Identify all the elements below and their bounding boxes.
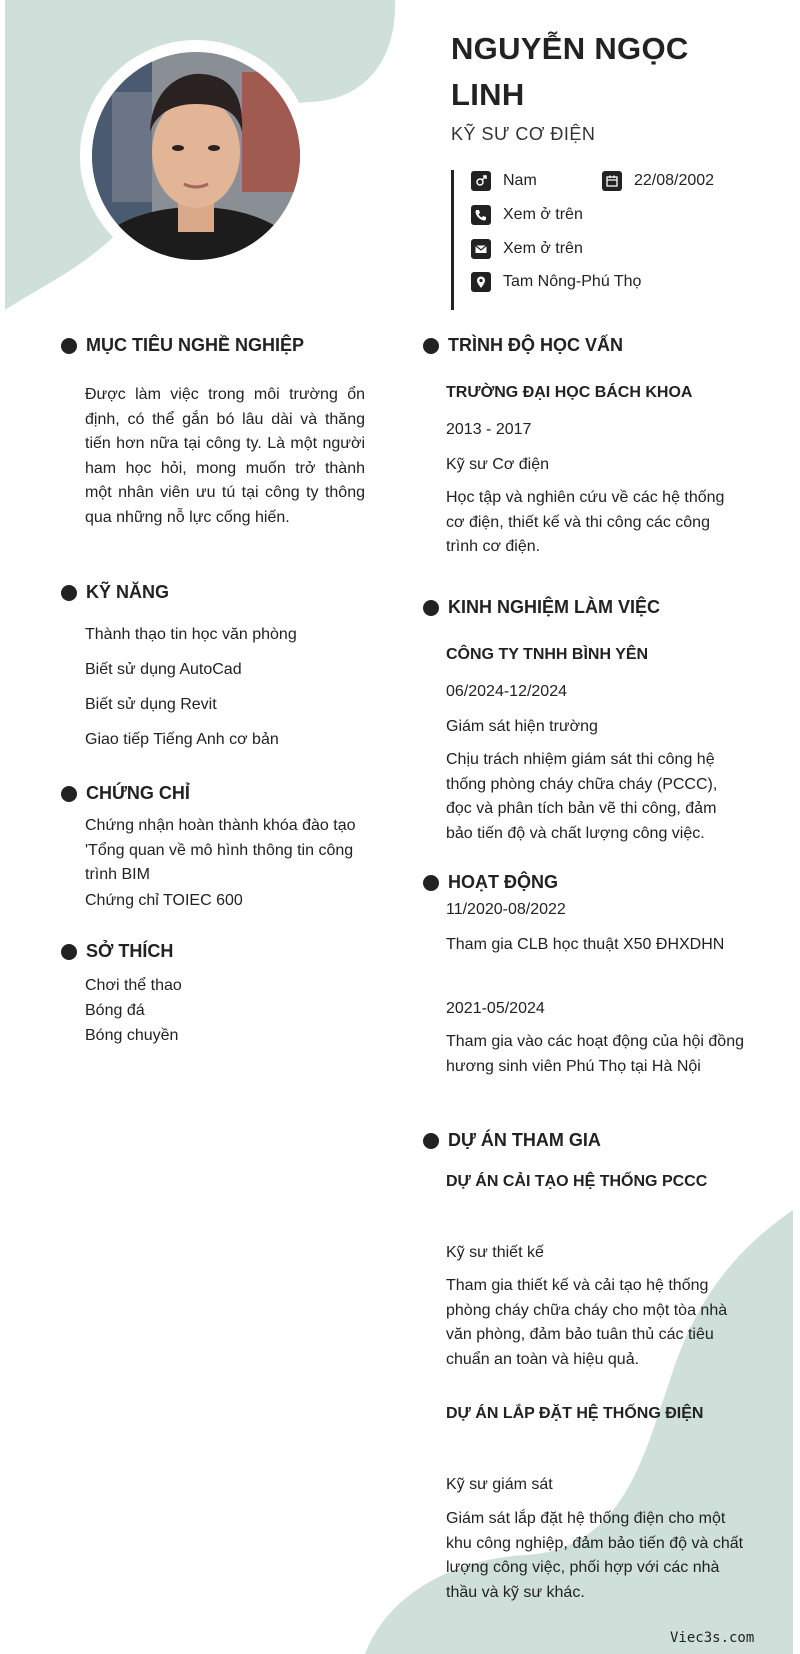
project-role: Kỹ sư giám sát [446,1476,553,1493]
project-role: Kỹ sư thiết kế [446,1244,544,1261]
skill-item: Giao tiếp Tiếng Anh cơ bản [85,731,279,748]
objective-text: Được làm việc trong môi trường ổn định, có thể gắn bó lâu dài và thăng tiến hơn nữa tại công ty. Là một người ham học hỏi, mong muốn trở thành một nhân viên ưu tú tại công ty thông qua những nỗ lực cống hiến. [85,386,365,526]
gender-value: Nam [503,172,537,189]
certificate-item: Chứng nhận hoàn thành khóa đào tạo 'Tổng quan về mô hình thông tin công trình BIM [85,817,356,883]
bullet-dot [61,338,77,354]
objective-heading: MỤC TIÊU NGHỀ NGHIỆP [61,335,304,356]
info-email [471,239,583,259]
bullet-dot [423,875,439,891]
address-value: Tam Nông-Phú Thọ [503,273,642,290]
project-name: DỰ ÁN CẢI TẠO HỆ THỐNG PCCC [446,1173,708,1190]
projects-heading: DỰ ÁN THAM GIA [423,1130,601,1151]
bullet-dot [423,1133,439,1149]
certificates-heading: CHỨNG CHỈ [61,783,190,804]
education-period: 2013 - 2017 [446,421,532,438]
skills-heading: KỸ NĂNG [61,582,169,603]
watermark: Viec3s.com [670,1630,755,1646]
candidate-name: NGUYỄN NGỌC LINH [451,31,689,112]
experience-description: Chịu trách nhiệm giám sát thi công hệ thống phòng cháy chữa cháy (PCCC), đọc và phân tích bản vẽ thi công, đảm bảo tiến độ và chất lượng công việc. [446,751,718,842]
skill-item: Biết sử dụng Revit [85,696,217,713]
phone-icon [471,205,491,225]
activity-period: 2021-05/2024 [446,1000,545,1017]
project-description: Giám sát lắp đặt hệ thống điện cho một khu công nghiệp, đảm bảo tiến độ và chất lượng công việc, phối hợp với các nhà thầu và kỹ sư khác. [446,1510,744,1601]
hobby-item: Bóng chuyền [85,1027,179,1044]
calendar-icon [602,171,622,191]
experience-company: CÔNG TY TNHH BÌNH YÊN [446,646,649,663]
bullet-dot [61,585,77,601]
project-name: DỰ ÁN LẮP ĐẶT HỆ THỐNG ĐIỆN [446,1405,704,1422]
activities-heading: HOẠT ĐỘNG [423,872,558,893]
gender-icon [471,171,491,191]
location-pin-icon [471,272,491,292]
skill-item: Thành thạo tin học văn phòng [85,626,297,643]
phone-value: Xem ở trên [503,206,583,223]
birthday-value: 22/08/2002 [634,172,715,189]
profile-photo [92,52,300,260]
bullet-dot [423,338,439,354]
hobbies-heading: SỞ THÍCH [61,941,173,962]
education-school: TRƯỜNG ĐẠI HỌC BÁCH KHOA [446,384,693,401]
mail-icon [471,239,491,259]
avatar [80,40,312,272]
hobby-item: Bóng đá [85,1002,145,1019]
education-heading: TRÌNH ĐỘ HỌC VẤN [423,335,623,356]
activity-description: Tham gia CLB học thuật X50 ĐHXDHN [446,936,725,953]
info-phone [471,205,583,225]
info-gender [471,171,537,191]
experience-position: Giám sát hiện trường [446,718,598,735]
bullet-dot [423,600,439,616]
education-description: Học tập và nghiên cứu về các hệ thống cơ điện, thiết kế và thi công các công trình cơ điện. [446,489,725,555]
skill-item: Biết sử dụng AutoCad [85,661,242,678]
email-value: Xem ở trên [503,240,583,257]
job-title: KỸ SƯ CƠ ĐIỆN [451,124,596,144]
project-description: Tham gia thiết kế và cải tạo hệ thống phòng cháy chữa cháy cho một tòa nhà văn phòng, đảm bảo tuân thủ các tiêu chuẩn an toàn và hiệu quả. [446,1277,728,1368]
activity-period: 11/2020-08/2022 [446,901,566,918]
resume-page [5,0,793,1654]
experience-period: 06/2024-12/2024 [446,683,567,700]
activity-description: Tham gia vào các hoạt động của hội đồng hương sinh viên Phú Thọ tại Hà Nội [446,1033,744,1075]
info-birthday [602,171,714,191]
education-major: Kỹ sư Cơ điện [446,456,550,473]
info-divider [451,170,454,310]
experience-heading: KINH NGHIỆM LÀM VIỆC [423,597,660,618]
bullet-dot [61,786,77,802]
certificate-item: Chứng chỉ TOIEC 600 [85,892,243,909]
info-address [471,272,641,292]
bullet-dot [61,944,77,960]
hobby-item: Chơi thể thao [85,977,182,994]
